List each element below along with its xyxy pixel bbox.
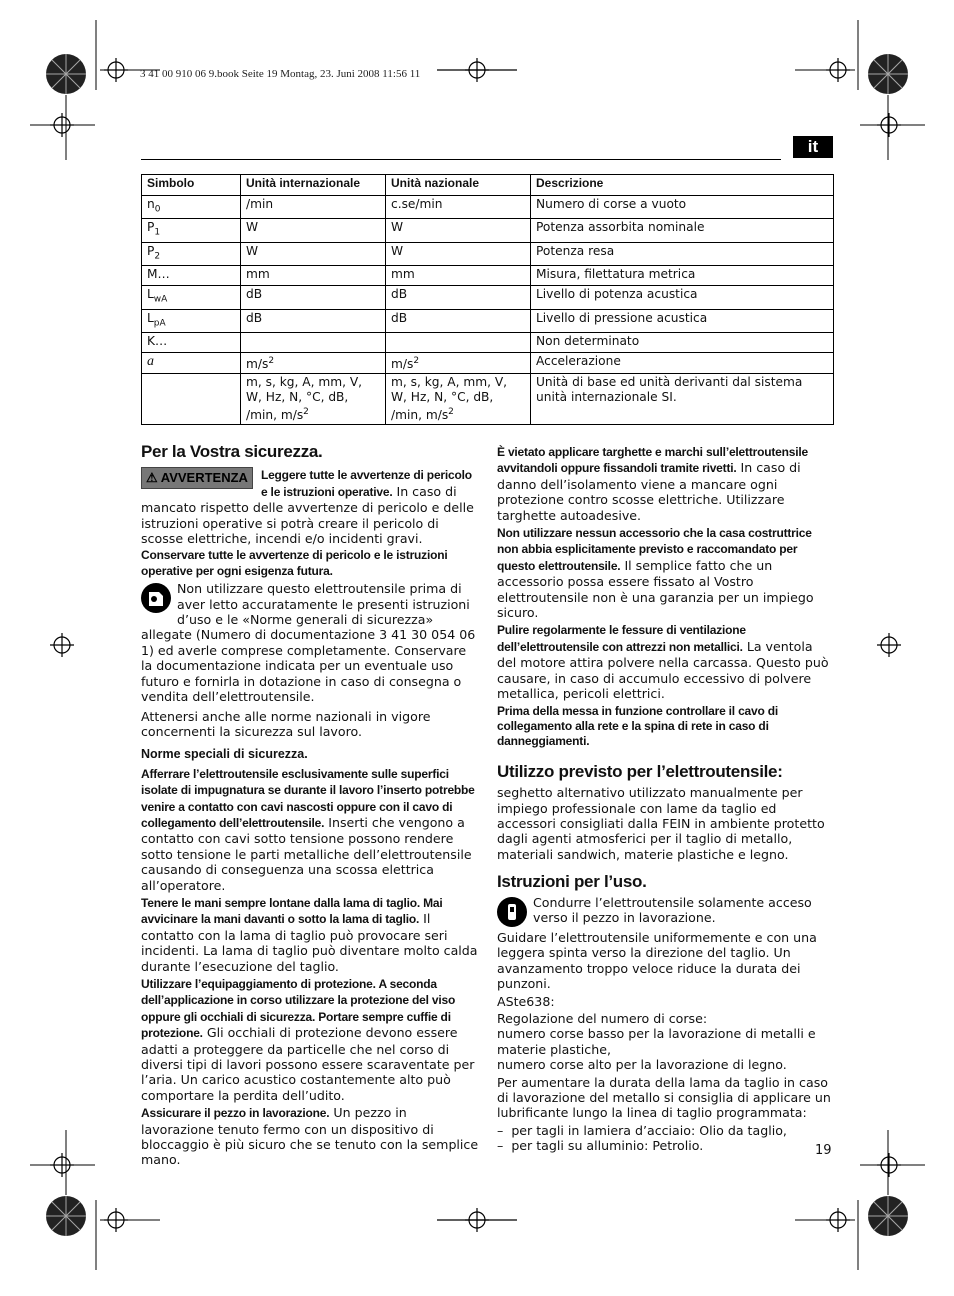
switch-on-paragraph: Condurre l’elettroutensile solamente acceso verso il pezzo in lavorazione. [533, 894, 812, 925]
description-cell: Numero di corse a vuoto [531, 196, 834, 219]
table-row [142, 353, 834, 374]
rule-paragraph: Pulire regolarmente le fessure di ventilazione dell’elettroutensile con attrezzi non metallici. La ventola del motore attira polvere nella carcassa. Questo può causare, in caso di accumulo eccessivo di polvere metallica, pericoli elettrici. [497, 623, 829, 702]
left-column [141, 444, 479, 1170]
header-cell: Descrizione [531, 175, 834, 196]
table-header-row [142, 175, 834, 196]
intended-use-paragraph: seghetto alternativo utilizzato manualmente per impiego professionale con lame da taglio ed accessori consigliati dalla FEIN in ambiente protetto dagli agenti atmosferici per il taglio di metallo, materiali sandwich, materie plastiche e legno. [497, 785, 825, 862]
national-unit-cell: W [386, 242, 531, 265]
page-number: 19 [815, 1143, 832, 1158]
rule-paragraph: Non utilizzare nessun accessorio che la casa costruttrice non abbia esplicitamente previsto e raccomandato per questo elettroutensile. Il semplice fatto che un accessorio possa essere fissato al Vostro elettroutensile non è una garanzia per un impiego sicuro. [497, 526, 814, 621]
symbol-cell: M… [142, 266, 241, 286]
national-unit-cell: dB [386, 286, 531, 309]
national-unit-cell: W [386, 219, 531, 242]
special-rules-heading: Norme speciali di sicurezza. [141, 747, 308, 762]
intended-use-heading: Utilizzo previsto per l’elettroutensile: [497, 761, 783, 781]
national-unit-cell: $m/s^2$ [386, 353, 531, 374]
table-row [142, 219, 834, 242]
national-rules-paragraph: Attenersi anche alle norme nazionali in vigore concernenti la sicurezza sul lavoro. [141, 708, 431, 739]
rule-paragraph: Assicurare il pezzo in lavorazione. Un pezzo in lavorazione tenuto fermo con un dispositivo di bloccaggio è più sicuro che se tenuto con la semplice mano. [141, 1105, 479, 1168]
header-cell: Unità nazionale [386, 175, 531, 196]
table-row [142, 286, 834, 309]
read-manual-paragraph: Non utilizzare questo elettroutensile prima di aver letto accuratamente le presenti istruzioni d’uso e le «Norme generali di sicurezza» allegate (Numero di documentazione 3 41 30 054 06 1) ed averle comprese completamente. Conservare la documentazione indicata per un eventuale uso futuro e fornirla in dotazione in caso di consegna o vendita dell’elettroutensile. [141, 581, 476, 705]
symbol-cell: $P_2$ [142, 242, 241, 265]
list-item: – per tagli su alluminio: Petrolio. [497, 1138, 704, 1154]
regulation-paragraph: Regolazione del numero di corse: [497, 1011, 708, 1026]
read-manual-icon [141, 583, 171, 616]
description-cell: Livello di pressione acustica [531, 309, 834, 332]
national-unit-cell: c.se/min [386, 196, 531, 219]
rule-paragraph: Tenere le mani sempre lontane dalla lama di taglio. Mai avvicinare la mani davanti o sotto la lama di taglio. Il contatto con la lama di taglio può provocare seri incidenti. La lama di taglio può diventare molto calda durante l’esecuzione del taglio. [141, 895, 478, 974]
national-unit-cell: m, s, kg, A, mm, V, W, Hz, N, °C, dB, /min, $m/s^2$ [386, 374, 531, 425]
international-unit-cell: W [241, 242, 386, 265]
instructions-heading: Istruzioni per l’uso. [497, 872, 647, 892]
table-row [142, 196, 834, 219]
warning-badge: ⚠ AVVERTENZA [141, 467, 253, 488]
international-unit-cell: m, s, kg, A, mm, V, W, Hz, N, °C, dB, /min, $m/s^2$ [241, 374, 386, 425]
header-cell: Unità internazionale [241, 175, 386, 196]
warning-triangle-icon: ⚠ [146, 470, 158, 486]
rule-paragraph: Utilizzare l’equipaggiamento di protezione. A seconda dell’applicazione in corso utilizzare la protezione del viso oppure gli occhiali di sicurezza. Portare sempre cuffie di protezione. Gli occhiali di protezione devono essere adatti a proteggere da particelle che nel corso di diversi tipi di lavori possono essere scaraventate per l’aria. Un carico acustico costantemente alto può comportare la perdita dell’udito. [141, 977, 475, 1103]
description-cell: Accelerazione [531, 353, 834, 374]
national-unit-cell: dB [386, 309, 531, 332]
description-cell: Misura, filettatura metrica [531, 266, 834, 286]
list-item: – per tagli in lamiera d’acciaio: Olio da taglio, [497, 1122, 787, 1138]
international-unit-cell: dB [241, 309, 386, 332]
international-unit-cell: dB [241, 286, 386, 309]
international-unit-cell: W [241, 219, 386, 242]
book-info-line: 3 41 00 910 06 9.book Seite 19 Montag, 23. Juni 2008 11:56 11 [140, 68, 421, 80]
header-rule [141, 159, 781, 160]
header-cell: Simbolo [142, 175, 241, 196]
lubrication-paragraph: Per aumentare la durata della lama da taglio in caso di lavorazione del metallo si consiglia di applicare un lubrificante lungo la linea di taglio programmata: [497, 1074, 831, 1121]
language-tab: it [793, 136, 833, 158]
table-row [142, 333, 834, 353]
description-cell: Unità di base ed unità derivanti dal sistema unità internazionale SI. [531, 374, 834, 425]
symbol-cell: $L_{pA}$ [142, 309, 241, 332]
international-unit-cell: $m/s^2$ [241, 353, 386, 374]
description-cell: Potenza resa [531, 242, 834, 265]
symbol-cell: $P_1$ [142, 219, 241, 242]
model-paragraph: ASte638: [497, 993, 555, 1009]
symbol-cell: $L_{wA}$ [142, 286, 241, 309]
table-row [142, 266, 834, 286]
guide-paragraph: Guidare l’elettroutensile uniformemente e con una leggera spinta verso la direzione del taglio. Un avanzamento troppo veloce riduce la durata dei punzoni. [497, 929, 817, 992]
table-row [142, 242, 834, 265]
symbol-cell: K… [142, 333, 241, 353]
keep-instructions-paragraph: Conservare tutte le avvertenze di pericolo e le istruzioni operative per ogni esigenza futura. [141, 548, 448, 578]
rule-paragraph: Prima della messa in funzione controllare il cavo di collegamento alla rete e la spina di rete in caso di danneggiamenti. [497, 703, 779, 749]
national-unit-cell: mm [386, 266, 531, 286]
international-unit-cell: /min [241, 196, 386, 219]
national-unit-cell [386, 333, 531, 353]
symbol-cell: a [142, 353, 241, 374]
table-row [142, 374, 834, 425]
safety-heading: Per la Vostra sicurezza. [141, 442, 323, 461]
warning-paragraph: Leggere tutte le avvertenze di pericolo e le istruzioni operative. In caso di mancato rispetto delle avvertenze di pericolo e delle istruzioni operative si potrà creare il pericolo di scosse elettriche, incendi e/o incidenti gravi. [141, 468, 474, 547]
symbol-cell [142, 374, 241, 425]
rule-paragraph: È vietato applicare targhette e marchi sull’elettroutensile avvitandoli oppure fissandoli tramite rivetti. In caso di danno dell’isolamento viene a mancare ogni protezione contro scosse elettriche. Utilizzare targhette autoadesive. [497, 445, 808, 523]
description-cell: Livello di potenza acustica [531, 286, 834, 309]
switch-on-icon [497, 897, 527, 930]
international-unit-cell [241, 333, 386, 353]
lubricant-list [497, 1123, 835, 1154]
symbol-cell: $n_0$ [142, 196, 241, 219]
right-column [497, 444, 835, 1154]
rule-paragraph: Afferrare l’elettroutensile esclusivamente sulle superfici isolate di impugnatura se durante il lavoro l’inserto potrebbe venire a contatto con cavi nascosti oppure con il cavo di collegamento dell’elettroutensile. Inserti che vengono a contatto con cavi sotto tensione possono rendere sotto tensione le parti metalliche dell’elettroutensile causando di conseguenza una scossa elettrica all’operatore. [141, 766, 475, 893]
table-row [142, 309, 834, 332]
international-unit-cell: mm [241, 266, 386, 286]
low-strokes-paragraph: numero corse basso per la lavorazione di metalli e materie plastiche, [497, 1026, 816, 1057]
description-cell: Non determinato [531, 333, 834, 353]
high-strokes-paragraph: numero corse alto per la lavorazione di legno. [497, 1057, 787, 1073]
description-cell: Potenza assorbita nominale [531, 219, 834, 242]
units-table [141, 174, 834, 425]
